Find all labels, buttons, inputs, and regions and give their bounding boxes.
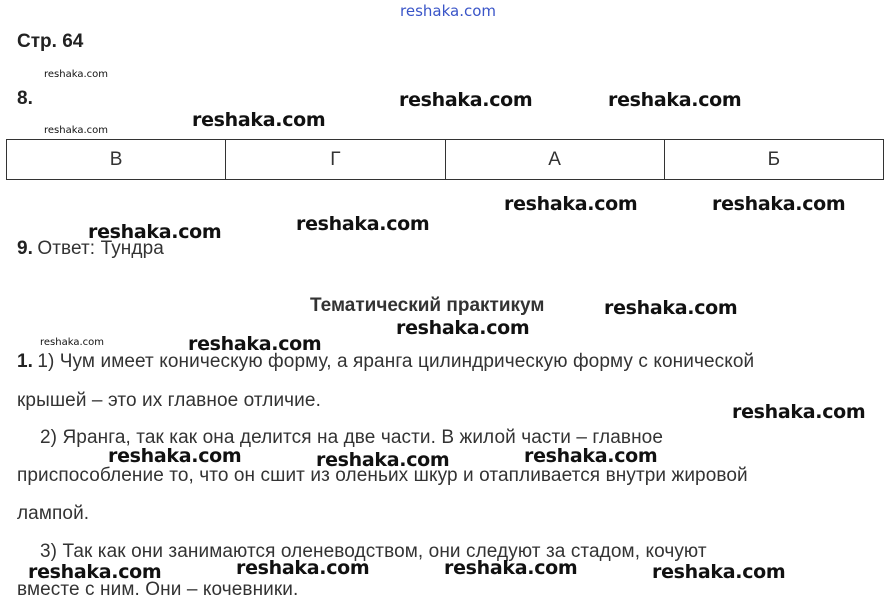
paragraph-line: 2) Яранга, так как она делится на две части. В жилой части – главное [40,427,663,448]
table-cell: Г [226,140,445,180]
page-label: Стр. 64 [17,31,84,52]
watermark: reshaka.com [604,297,738,319]
table-cell: Б [664,140,883,180]
task-8-number: 8. [17,88,33,109]
watermark: reshaka.com [399,89,533,111]
watermark: reshaka.com [296,213,430,235]
section-heading: Тематический практикум [310,295,545,316]
watermark: reshaka.com [504,193,638,215]
table-cell: А [445,140,664,180]
paragraph-line: вместе с ним. Они – кочевники. [17,579,299,600]
watermark: reshaka.com [192,109,326,131]
watermark-small: reshaka.com [40,337,104,348]
watermark: reshaka.com [732,401,866,423]
top-watermark: reshaka.com [400,2,496,20]
paragraph-line: крышей – это их главное отличие. [17,390,321,411]
watermark: reshaka.com [652,561,786,583]
watermark: reshaka.com [396,317,530,339]
answer-table [6,139,884,180]
watermark: reshaka.com [108,445,242,467]
watermark: reshaka.com [28,561,162,583]
watermark: reshaka.com [316,449,450,471]
watermark: reshaka.com [712,193,846,215]
paragraph-line: 3) Так как они занимаются оленеводством, они следуют за стадом, кочуют [40,541,707,562]
watermark: reshaka.com [188,333,322,355]
watermark-small: reshaka.com [44,125,108,136]
watermark: reshaka.com [608,89,742,111]
table-cell: В [7,140,226,180]
paragraph-line: лампой. [17,503,90,524]
watermark: reshaka.com [88,221,222,243]
task-9-number: 9. [17,238,33,259]
task-9-answer: Ответ: Тундра [37,238,164,259]
paragraph-line: 1) Чум имеет коническую форму, а яранга цилиндрическую форму с конической [37,351,755,372]
table-row [7,140,884,180]
watermark: reshaka.com [524,445,658,467]
watermark: reshaka.com [236,557,370,579]
task-1-line-1 [17,351,754,373]
watermark-small: reshaka.com [44,69,108,80]
paragraph-line: приспособление то, что он сшит из оленьих шкур и отапливается внутри жировой [17,465,748,486]
task-1-number: 1. [17,351,33,372]
watermark: reshaka.com [444,557,578,579]
